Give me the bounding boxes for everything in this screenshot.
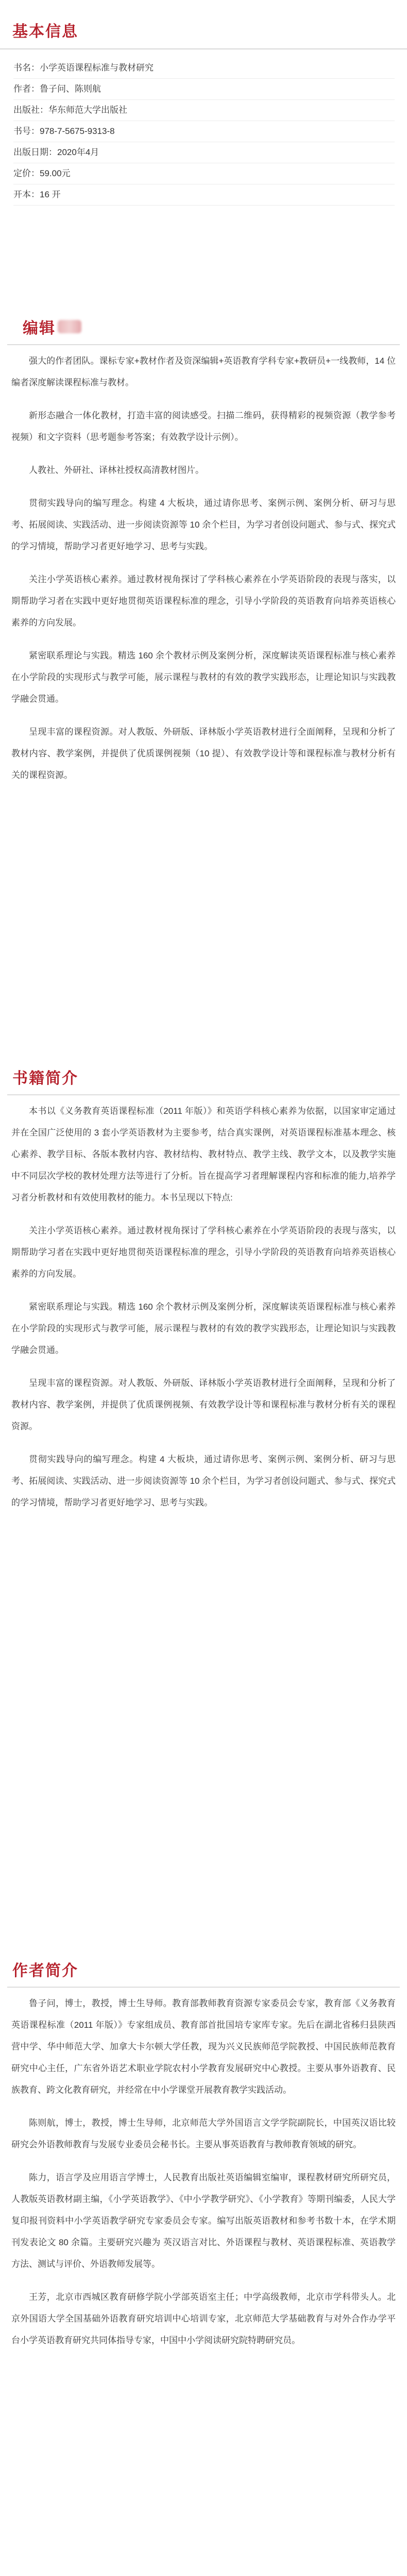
info-row-date: 出版日期：2020年4月: [13, 142, 395, 163]
info-row-isbn: 书号：978-7-5675-9313-8: [13, 121, 395, 142]
basic-info-section: [0, 0, 407, 206]
paragraph: 紧密联系理论与实践。精选 160 余个教材示例及案例分析，深度解读英语课程标准与核心素养在小学阶段的实现形式与教学可能，展示课程与教材的有效的教学实践形态，让理论知识与实践教学融会贯通。: [11, 1302, 396, 1355]
editor-section: [0, 315, 407, 786]
paragraph: 关注小学英语核心素养。通过教材视角探讨了学科核心素养在小学英语阶段的表现与落实，以期帮助学习者在实践中更好地贯彻英语课程标准的理念，引导小学阶段的英语教育向培养英语核心素养的方向发展。: [11, 1226, 396, 1279]
info-row-publisher: 出版社：华东师范大学出版社: [13, 100, 395, 121]
paragraph: 强大的作者团队。课标专家+教材作者及资深编辑+英语教育学科专家+教研员+一线教师，14 位编者深度解读课程标准与教材。: [11, 356, 396, 387]
divider: [7, 344, 400, 345]
paragraph: 呈现丰富的课程资源。对人教版、外研版、译林版小学英语教材进行全面阐释，呈现和分析了教材内容、教学案例，并提供了优质课例视频（10 提）、有效教学设计等和课程标准与教材分析有关的课程资源。: [11, 727, 396, 780]
intro-section: [0, 1065, 407, 1514]
paragraph: 陈则航，博士，教授，博士生导师，北京师范大学外国语言文学学院副院长，中国英汉语比较研究会外语教师教育与发展专业委员会秘书长。主要从事英语教育与教师教育领域的研究。: [11, 2118, 396, 2149]
info-row-format: 开本：16 开: [13, 184, 395, 206]
paragraph: 本书以《义务教育英语课程标准（2011 年版）》和英语学科核心素养为依据，以国家审定通过并在全国广泛使用的 3 套小学英语教材为主要参考，结合真实课例，对英语课程标准基本理念、核心素养、教学目标、各版本教材内容、教材结构、教材特点、教学主线、教学文本，以及教学实施中不同层次学校的教材处理方法等进行了分析。旨在提高学习者理解课程内容和标准的能力,培养学习者分析教材和有效使用教材的能力。本书呈现以下特点:: [11, 1106, 396, 1202]
info-row-price: 定价：59.00元: [13, 163, 395, 184]
divider: [7, 1094, 400, 1095]
paragraph: 人教社、外研社、译林社授权高清教材图片。: [29, 465, 204, 475]
author-header: [12, 1958, 407, 1980]
editor-title: 编辑: [23, 320, 56, 337]
paragraph: 贯彻实践导向的编写理念。构建 4 大板块，通过请你思考、案例示例、案例分析、研习与思考、拓展阅读、实践活动、进一步阅读资源等 10 余个栏目，为学习者创设问题式、参与式、探究式的学习情境，帮助学习者更好地学习、思考与实践。: [11, 498, 396, 551]
intro-header: [12, 1065, 407, 1088]
divider: [0, 48, 407, 49]
paragraph: 王芳，北京市西城区教育研修学院小学部英语室主任；中学高级教师，北京市学科带头人。北京外国语大学全国基础外语教育研究培训中心培训专家，北京师范大学基础教育与对外合作办学平台小学英语教育研究共同体指导专家，中国中小学阅读研究院特聘研究员。: [11, 2292, 396, 2345]
intro-title: 书籍简介: [12, 1070, 78, 1087]
author-title: 作者简介: [12, 1962, 78, 1979]
paragraph: 鲁子问，博士，教授，博士生导师。教育部教师教育资源专家委员会专家，教育部《义务教育英语课程标准（2011 年版）》专家组成员、教育部首批国培专家库专家。先后在湖北省秭归县陕西营中学、华中师范大学、加拿大卡尔顿大学任教，现为兴义民族师范学院教授、中国民族师范教育研究中心主任，广东省外语艺术职业学院农村小学教育发展研究中心教授。主要从事外语教育、民族教育、跨文化教育研究，并经常在中小学课堂开展教育教学实践活动。: [11, 1998, 396, 2095]
paragraph: 紧密联系理论与实践。精选 160 余个教材示例及案例分析，深度解读英语课程标准与核心素养在小学阶段的实现形式与教学可能，展示课程与教材的有效的教学实践形态，让理论知识与实践教学融会贯通。: [11, 651, 396, 704]
divider: [7, 1987, 400, 1988]
paragraph: 贯彻实践导向的编写理念。构建 4 大板块，通过请你思考、案例示例、案例分析、研习与思考、拓展阅读、实践活动、进一步阅读资源等 10 余个栏目，为学习者创设问题式、参与式、探究式的学习情境，帮助学习者更好地学习、思考与实践。: [11, 1454, 396, 1507]
basic-info-title: 基本信息: [12, 23, 78, 40]
paragraph: 新形态融合一体化教材，打造丰富的阅读感受。扫描二维码，获得精彩的视频资源（教学参考视频）和文字资料（思考题参考答案；有效教学设计示例）。: [11, 411, 396, 442]
paragraph: 关注小学英语核心素养。通过教材视角探讨了学科核心素养在小学英语阶段的表现与落实，以期帮助学习者在实践中更好地贯彻英语课程标准的理念，引导小学阶段的英语教育向培养英语核心素养的方向发展。: [11, 574, 396, 628]
paragraph: 陈力，语言学及应用语言学博士，人民教育出版社英语编辑室编审，课程教材研究所研究员，人教版英语教材副主编，《小学英语教学》、《中小学教学研究》、《小学教育》等期刊编委，人民大学复印报刊资料中小学英语教学研究专家委员会专家。编写出版英语教材和参考书数十本，在学术期刊发表论文 80 余篇。主要研究兴趣为 英汉语言对比、外语课程与教材、英语课程标准、英语教学方法、测试与评价、外语教师发展等。: [11, 2173, 396, 2269]
editor-header: [23, 315, 407, 338]
paragraph: 呈现丰富的课程资源。对人教版、外研版、译林版小学英语教材进行全面阐释，呈现和分析了教材内容、教学案例，并提供了优质课例视频、有效教学设计等和课程标准与教材分析有关的课程资源。: [11, 1378, 396, 1431]
info-row-title: 书名：小学英语课程标准与教材研究: [13, 58, 395, 79]
info-row-author: 作者：鲁子问、陈则航: [13, 79, 395, 100]
blurred-text: [58, 320, 81, 333]
author-section: [0, 1958, 407, 2351]
